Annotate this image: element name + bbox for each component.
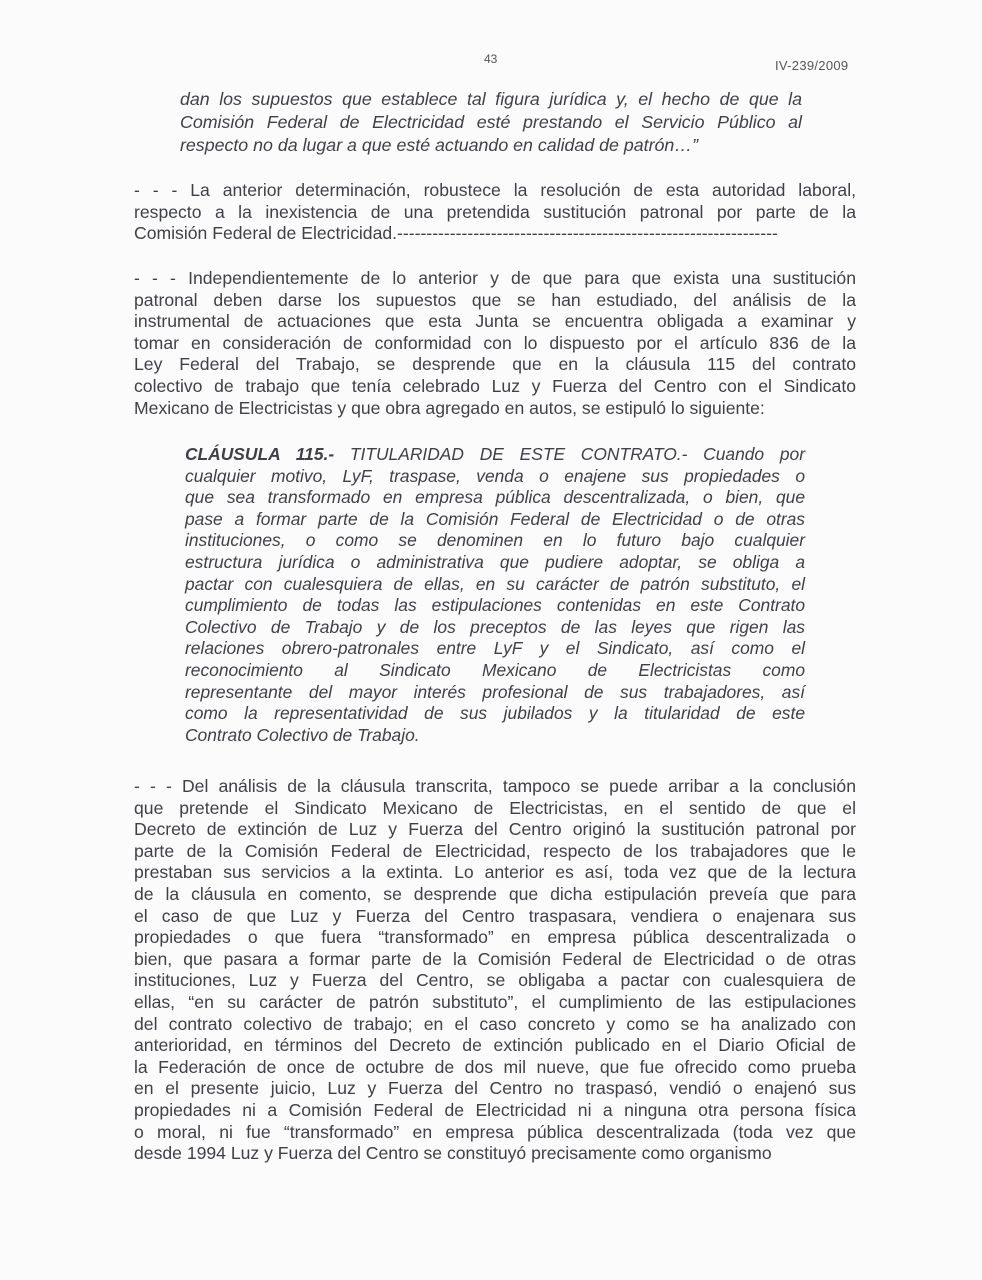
clause-line: Colectivo de Trabajo y de los preceptos de las leyes que rigen las: [185, 616, 805, 637]
paragraph-line: instrumental de actuaciones que esta Junta se encuentra obligada a examinar y: [134, 311, 856, 332]
paragraph-line: anterioridad, en términos del Decreto de extinción publicado en el Diario Oficial de: [134, 1035, 856, 1056]
clause-first-line-text: TITULARIDAD DE ESTE CONTRATO.- Cuando por: [349, 444, 805, 464]
paragraph-line: prestaban sus servicios a la extinta. Lo anterior es así, toda vez que de la lectura: [134, 862, 856, 883]
clause-line: Contrato Colectivo de Trabajo.: [185, 724, 420, 745]
paragraph-line: el caso de que Luz y Fuerza del Centro traspasara, vendiera o enajenara sus: [134, 905, 856, 926]
paragraph-line: propiedades ni a Comisión Federal de Electricidad ni a ninguna otra persona física: [134, 1099, 856, 1120]
clause-line: reconocimiento al Sindicato Mexicano de Electricistas como: [185, 659, 805, 680]
paragraph-independently: [134, 268, 856, 419]
clause-heading: CLÁUSULA 115.-: [185, 444, 335, 464]
paragraph-line: propiedades o que fuera “transformado” en empresa pública descentralizada o: [134, 927, 856, 948]
clause-line: relaciones obrero-patronales entre LyF y el Sindicato, así como el: [185, 638, 805, 659]
paragraph-line: del contrato colectivo de trabajo; en el caso concreto y como se ha analizado con: [134, 1013, 856, 1034]
clause-first-line: [185, 444, 805, 466]
paragraph-line: Mexicano de Electricistas y que obra agregado en autos, se estipuló lo siguiente:: [134, 397, 765, 418]
quote-line: Comisión Federal de Electricidad esté prestando el Servicio Público al: [180, 112, 802, 132]
paragraph-line: que pretende el Sindicato Mexicano de Electricistas, en el sentido de que el: [134, 797, 856, 818]
clause-line: estructura jurídica o administrativa que pudiere adoptar, se obliga a: [185, 551, 805, 572]
paragraph-line: instituciones, Luz y Fuerza del Centro, se obligaba a pactar con cualesquiera de: [134, 970, 856, 991]
paragraph-line: tomar en consideración de conformidad con lo dispuesto por el artículo 836 de la: [134, 332, 856, 353]
paragraph-line: - - - Independientemente de lo anterior y de que para que exista una sustitución: [134, 268, 856, 288]
page-number: 43: [484, 52, 498, 66]
quote-line: dan los supuestos que establece tal figura jurídica y, el hecho de que la: [180, 89, 802, 109]
clause-line: cumplimiento de todas las estipulaciones contenidas en este Contrato: [185, 595, 805, 616]
paragraph-line: ellas, “en su carácter de patrón substituto”, el cumplimiento de las estipulaciones: [134, 991, 856, 1012]
clause-line: pase a formar parte de la Comisión Federal de Electricidad o de otras: [185, 508, 805, 529]
paragraph-line: la Federación de once de octubre de dos mil nueve, que fue ofrecido como prueba: [134, 1056, 856, 1077]
paragraph-line: respecto a la inexistencia de una pretendida sustitución patronal por parte de la: [134, 201, 856, 222]
clause-line: que sea transformado en empresa pública descentralizada, o bien, que: [185, 487, 805, 508]
paragraph-line: - - - Del análisis de la cláusula transcrita, tampoco se puede arribar a la conclusión: [134, 776, 856, 796]
paragraph-line: Comisión Federal de Electricidad.-----------------------------------------------------------------: [134, 223, 778, 244]
paragraph-line: Decreto de extinción de Luz y Fuerza del Centro originó la sustitución patronal por: [134, 819, 856, 840]
paragraph-line: colectivo de trabajo que tenía celebrado Luz y Fuerza del Centro con el Sindicato: [134, 375, 856, 396]
clause-line: pactar con cualesquiera de ellas, en su carácter de patrón substituto, el: [185, 573, 805, 594]
paragraph-determination: [134, 180, 856, 245]
clause-115: [185, 444, 805, 746]
clause-line: representante del mayor interés profesional de sus trabajadores, así: [185, 681, 805, 702]
paragraph-line: de la cláusula en comento, se desprende que dicha estipulación preveía que para: [134, 883, 856, 904]
file-number: IV-239/2009: [775, 58, 849, 73]
clause-line: como la representatividad de sus jubilados y la titularidad de este: [185, 703, 805, 724]
quote-line: respecto no da lugar a que esté actuando en calidad de patrón…”: [180, 135, 698, 155]
paragraph-line: parte de la Comisión Federal de Electricidad, respecto de los trabajadores que le: [134, 840, 856, 861]
paragraph-line: bien, que pasara a formar parte de la Comisión Federal de Electricidad o de otras: [134, 948, 856, 969]
paragraph-line: Ley Federal del Trabajo, se desprende que en la cláusula 115 del contrato: [134, 354, 856, 375]
clause-line: instituciones, o como se denominen en lo futuro bajo cualquier: [185, 530, 805, 551]
paragraph-line: o moral, ni fue “transformado” en empresa pública descentralizada (toda vez que: [134, 1121, 856, 1142]
paragraph-line: - - - La anterior determinación, robustece la resolución de esta autoridad laboral,: [134, 180, 856, 200]
clause-line: cualquier motivo, LyF, traspase, venda o enajene sus propiedades o: [185, 465, 805, 486]
paragraph-line: patronal deben darse los supuestos que se han estudiado, del análisis de la: [134, 289, 856, 310]
quote-continuation: [180, 88, 802, 157]
paragraph-line: desde 1994 Luz y Fuerza del Centro se constituyó precisamente como organismo: [134, 1143, 772, 1164]
paragraph-line: en el presente juicio, Luz y Fuerza del Centro no traspasó, vendió o enajenó sus: [134, 1078, 856, 1099]
paragraph-analysis: [134, 776, 856, 1165]
